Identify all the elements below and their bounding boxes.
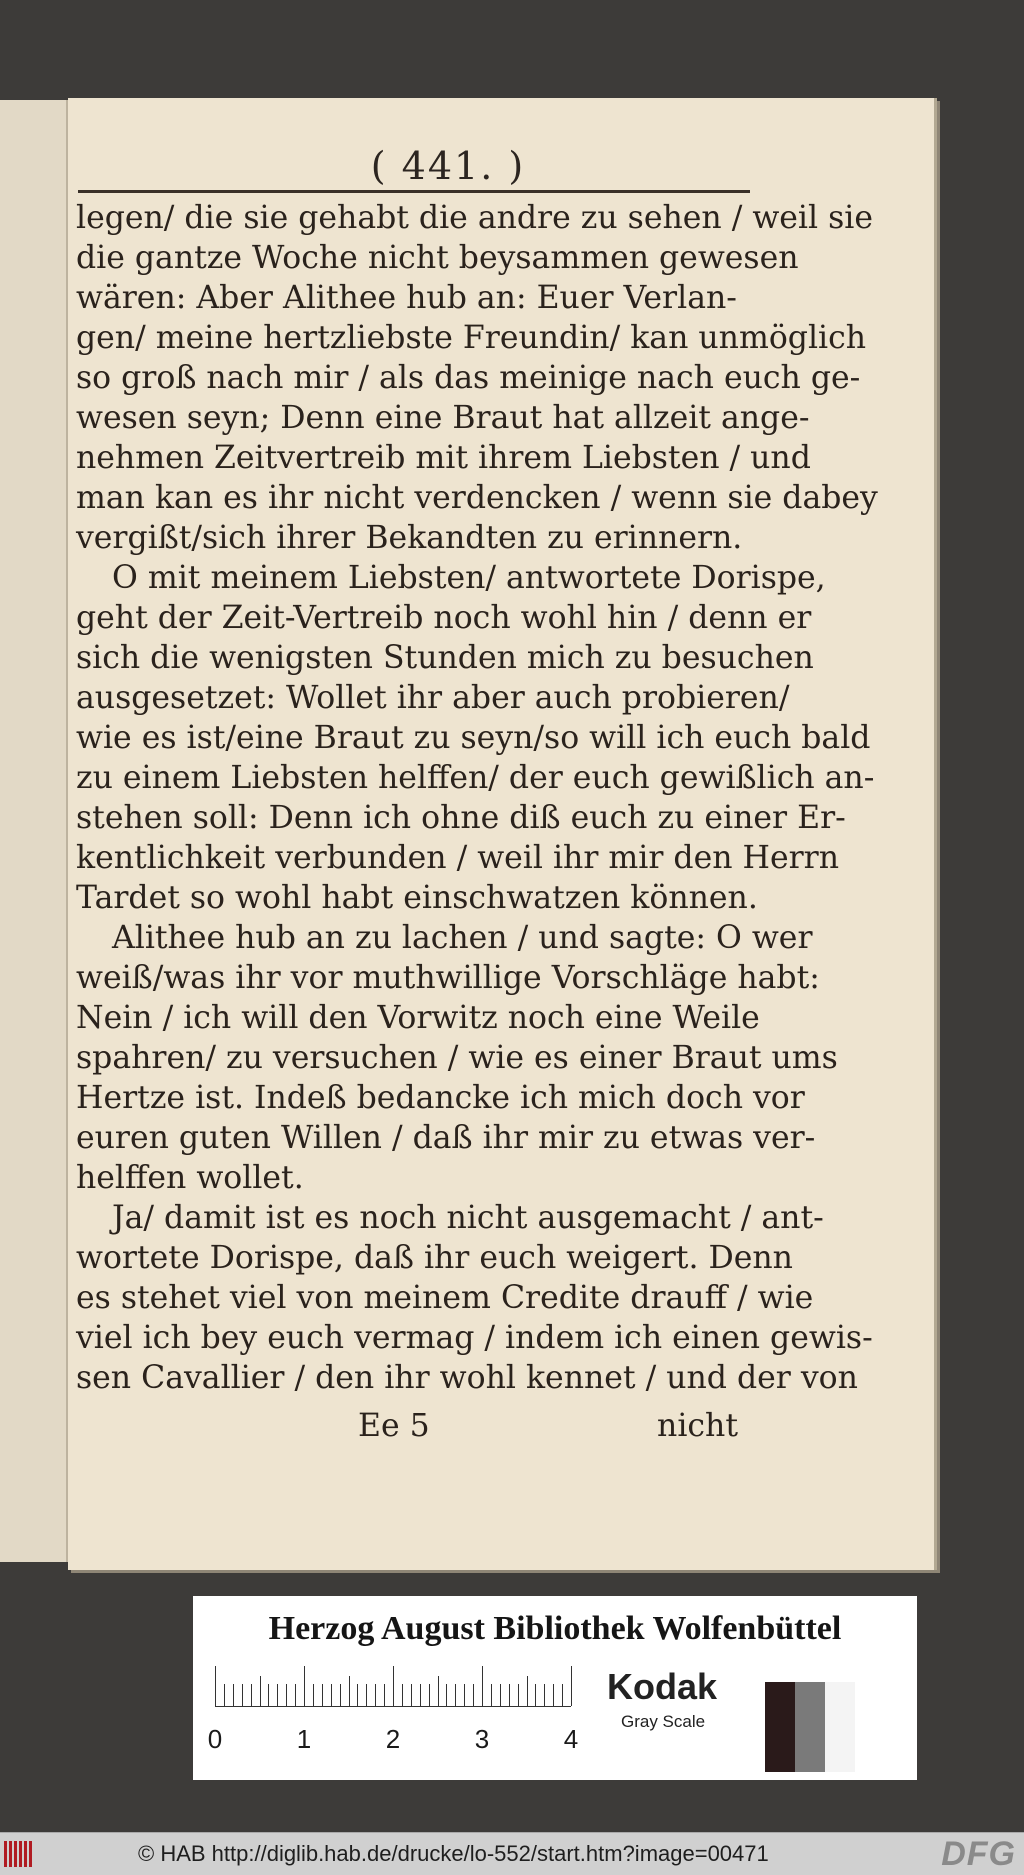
text-line: die gantze Woche nicht beysammen gewesen bbox=[76, 240, 799, 276]
gray-patches bbox=[765, 1682, 855, 1772]
logo-bar bbox=[4, 1841, 7, 1867]
ruler-scale bbox=[207, 1666, 579, 1766]
ruler-tick bbox=[384, 1684, 385, 1706]
text-line: wortete Dorispe, daß ihr euch weigert. Denn bbox=[76, 1240, 793, 1276]
text-line: ausgesetzet: Wollet ihr aber auch probieren/ bbox=[76, 680, 790, 716]
text-line: weiß/was ihr vor muthwillige Vorschläge habt: bbox=[76, 960, 820, 996]
header-rule bbox=[78, 190, 750, 193]
ruler-tick bbox=[251, 1684, 252, 1706]
ruler-tick bbox=[491, 1684, 492, 1706]
ruler-tick bbox=[473, 1684, 474, 1706]
logo-bar bbox=[29, 1841, 32, 1867]
gray-patch bbox=[795, 1682, 825, 1772]
text-line: so groß nach mir / als das meinige nach euch ge- bbox=[76, 360, 861, 396]
ruler-tick bbox=[295, 1684, 296, 1706]
ruler-tick bbox=[438, 1676, 439, 1706]
logo-bar bbox=[24, 1841, 27, 1867]
text-line: wären: Aber Alithee hub an: Euer Verlan- bbox=[76, 280, 737, 316]
signature-mark: Ee 5 bbox=[358, 1408, 430, 1444]
text-line: Hertze ist. Indeß bedancke ich mich doch vor bbox=[76, 1080, 805, 1116]
text-line: helffen wollet. bbox=[76, 1160, 304, 1196]
ruler-tick bbox=[277, 1684, 278, 1706]
text-line: Nein / ich will den Vorwitz noch eine Weile bbox=[76, 1000, 760, 1036]
ruler-tick bbox=[242, 1684, 243, 1706]
ruler-number: 0 bbox=[207, 1724, 223, 1754]
kodak-logo: Kodak bbox=[607, 1666, 718, 1707]
text-line: Tardet so wohl habt einschwatzen können. bbox=[76, 880, 758, 916]
text-line: O mit meinem Liebsten/ antwortete Dorispe, bbox=[112, 560, 826, 596]
ruler-number: 4 bbox=[563, 1724, 579, 1754]
logo-bar bbox=[9, 1841, 12, 1867]
ruler-tick bbox=[544, 1684, 545, 1706]
ruler-tick bbox=[420, 1684, 421, 1706]
ruler-tick bbox=[340, 1684, 341, 1706]
text-line: euren guten Willen / daß ihr mir zu etwas ver- bbox=[76, 1120, 816, 1156]
status-bar bbox=[0, 1832, 1024, 1875]
ruler-tick bbox=[402, 1684, 403, 1706]
ruler-tick bbox=[535, 1684, 536, 1706]
gray-scale-label: Gray Scale bbox=[621, 1712, 706, 1731]
text-line: Ja/ damit ist es noch nicht ausgemacht / ant- bbox=[112, 1200, 824, 1236]
ruler-tick bbox=[286, 1684, 287, 1706]
catchword: nicht bbox=[657, 1408, 738, 1444]
ruler-tick bbox=[482, 1666, 483, 1706]
text-line: wesen seyn; Denn eine Braut hat allzeit ange- bbox=[76, 400, 810, 436]
institution-title: Herzog August Bibliothek Wolfenbüttel bbox=[268, 1610, 842, 1647]
ruler-tick bbox=[562, 1684, 563, 1706]
text-line: legen/ die sie gehabt die andre zu sehen / weil sie bbox=[76, 200, 873, 236]
ruler-tick bbox=[366, 1684, 367, 1706]
ruler-tick bbox=[518, 1684, 519, 1706]
ruler-tick bbox=[411, 1684, 412, 1706]
ruler-tick bbox=[455, 1684, 456, 1706]
page-footer bbox=[358, 1408, 758, 1448]
ruler-tick bbox=[224, 1684, 225, 1706]
ruler-tick bbox=[375, 1684, 376, 1706]
logo-bar bbox=[19, 1841, 22, 1867]
ruler-tick bbox=[527, 1676, 528, 1706]
text-line: sen Cavallier / den ihr wohl kennet / und der von bbox=[76, 1360, 858, 1396]
ruler-tick bbox=[268, 1684, 269, 1706]
text-line: sich die wenigsten Stunden mich zu besuchen bbox=[76, 640, 814, 676]
ruler-tick bbox=[304, 1666, 305, 1706]
text-line: nehmen Zeitvertreib mit ihrem Liebsten / und bbox=[76, 440, 811, 476]
text-line: vergißt/sich ihrer Bekandten zu erinnern. bbox=[76, 520, 743, 556]
ruler-tick bbox=[464, 1684, 465, 1706]
text-line: kentlichkeit verbunden / weil ihr mir den Herrn bbox=[76, 840, 840, 876]
book-page bbox=[68, 98, 937, 1570]
ruler-tick bbox=[349, 1676, 350, 1706]
hab-barcode-logo-icon bbox=[4, 1841, 32, 1867]
ruler-tick bbox=[313, 1684, 314, 1706]
ruler-tick bbox=[509, 1684, 510, 1706]
ruler-tick bbox=[233, 1684, 234, 1706]
ruler-number: 3 bbox=[474, 1724, 490, 1754]
source-credit-link[interactable]: © HAB http://diglib.hab.de/drucke/lo-552/start.htm?image=00471 bbox=[138, 1841, 769, 1866]
text-line: zu einem Liebsten helffen/ der euch gewißlich an- bbox=[76, 760, 875, 796]
ruler-number: 2 bbox=[385, 1724, 401, 1754]
text-line: viel ich bey euch vermag / indem ich einen gewis- bbox=[76, 1320, 873, 1356]
gray-patch bbox=[825, 1682, 855, 1772]
ruler-tick bbox=[571, 1666, 572, 1706]
ruler-tick bbox=[260, 1676, 261, 1706]
page-number-header: ( 441. ) bbox=[370, 144, 526, 188]
text-line: geht der Zeit-Vertreib noch wohl hin / denn er bbox=[76, 600, 812, 636]
text-line: man kan es ihr nicht verdencken / wenn sie dabey bbox=[76, 480, 878, 516]
ruler-baseline bbox=[215, 1706, 571, 1707]
ruler-tick bbox=[429, 1684, 430, 1706]
ruler-tick bbox=[322, 1684, 323, 1706]
ruler-tick bbox=[446, 1684, 447, 1706]
text-line: gen/ meine hertzliebste Freundin/ kan unmöglich bbox=[76, 320, 867, 356]
text-block bbox=[76, 198, 878, 1398]
ruler-tick bbox=[500, 1684, 501, 1706]
logo-bar bbox=[14, 1841, 17, 1867]
ruler-tick bbox=[553, 1684, 554, 1706]
text-line: spahren/ zu versuchen / wie es einer Braut ums bbox=[76, 1040, 838, 1076]
ruler-number: 1 bbox=[296, 1724, 312, 1754]
text-line: es stehet viel von meinem Credite drauff / wie bbox=[76, 1280, 814, 1316]
previous-page-edge bbox=[0, 100, 68, 1562]
text-line: wie es ist/eine Braut zu seyn/so will ich euch bald bbox=[76, 720, 871, 756]
dfg-logo: DFG bbox=[941, 1835, 1016, 1873]
color-target-card bbox=[193, 1596, 917, 1780]
text-line: Alithee hub an zu lachen / und sagte: O wer bbox=[112, 920, 813, 956]
ruler-tick bbox=[357, 1684, 358, 1706]
ruler-tick bbox=[393, 1666, 394, 1706]
text-line: stehen soll: Denn ich ohne diß euch zu einer Er- bbox=[76, 800, 846, 836]
gray-patch bbox=[765, 1682, 795, 1772]
ruler-tick bbox=[331, 1684, 332, 1706]
ruler-tick bbox=[215, 1666, 216, 1706]
